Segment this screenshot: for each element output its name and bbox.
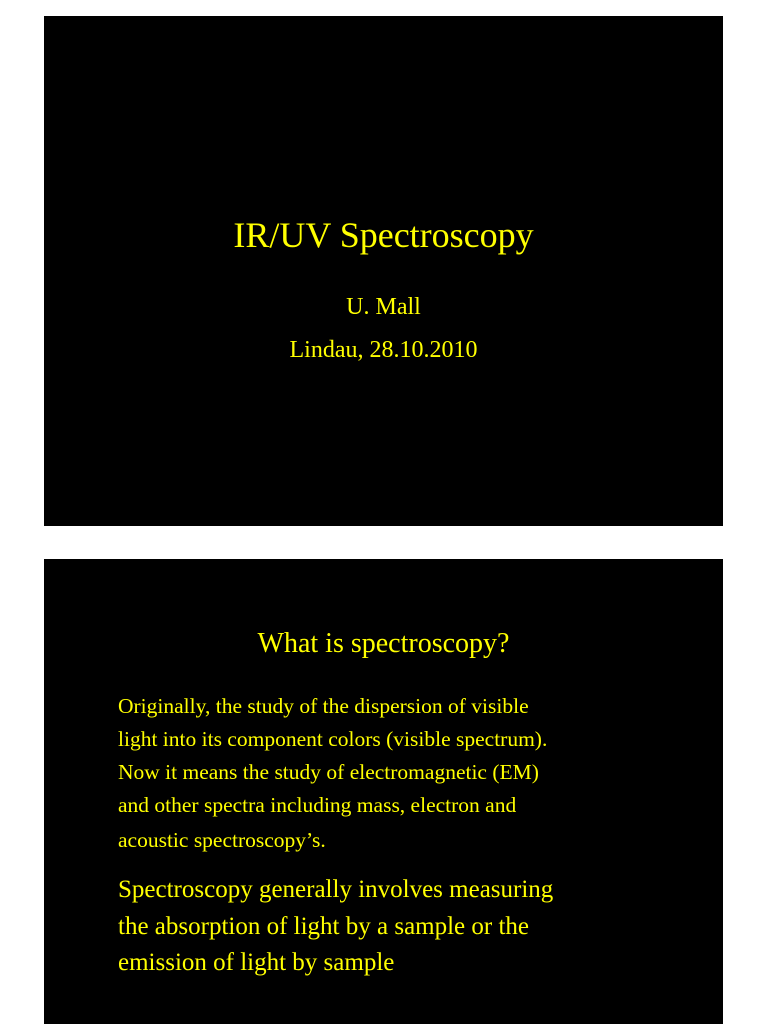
slide-author: U. Mall [346, 294, 421, 320]
paragraph-line: the absorption of light by a sample or the [118, 912, 530, 940]
slide-heading: What is spectroscopy? [257, 628, 510, 659]
definition-paragraph [118, 690, 698, 857]
paragraph-line: Now it means the study of electromagnetic (EM) [118, 760, 539, 784]
paragraph-line: light into its component colors (visible spectrum). [118, 727, 548, 751]
slide-title: IR/UV Spectroscopy [233, 215, 534, 255]
paragraph-line: Spectroscopy generally involves measuring [118, 876, 554, 903]
content-slide [44, 559, 723, 1024]
summary-paragraph [118, 872, 708, 982]
slide-place-date: Lindau, 28.10.2010 [289, 337, 478, 363]
paragraph-line: acoustic spectroscopy’s. [118, 828, 326, 852]
paragraph-line: emission of light by sample [118, 949, 395, 976]
title-slide [44, 16, 723, 526]
paragraph-line: and other spectra including mass, electron and [118, 793, 517, 817]
paragraph-line: Originally, the study of the dispersion of visible [118, 694, 529, 718]
